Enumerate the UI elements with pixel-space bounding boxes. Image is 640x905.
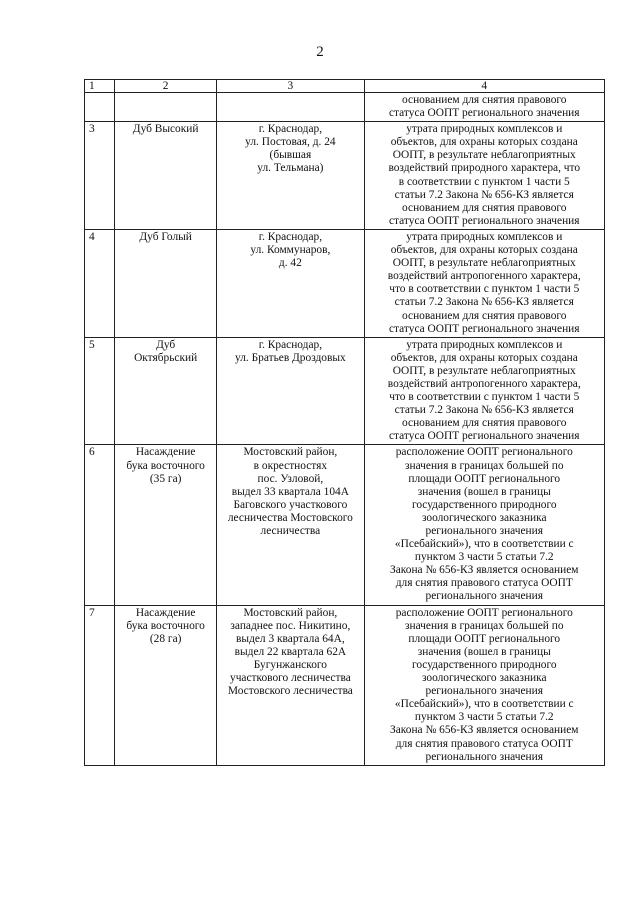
reason-line: значения в границах большей по [404, 459, 564, 472]
reason-line: площади ООПТ регионального [408, 472, 561, 485]
object-name-line: Октябрьский [134, 351, 198, 364]
object-name-cell [115, 229, 217, 337]
object-name-cell [115, 122, 217, 230]
reason-line: пунктом 3 части 5 статьи 7.2 [414, 711, 554, 724]
table-row [85, 122, 605, 230]
location-line: г. Краснодар, [258, 123, 323, 136]
reason-line: регионального значения [425, 685, 543, 698]
reason-line: Закона № 656-КЗ является основанием [390, 724, 579, 737]
reason-line: значения (вошел в границы [417, 645, 551, 658]
column-header-3: 3 [217, 80, 364, 93]
document-table [84, 79, 605, 766]
reason-line: ООПТ, в результате неблагоприятных [392, 257, 576, 270]
reason-line: расположение ООПТ регионального [395, 606, 573, 619]
reason-line: основанием для снятия правового [402, 417, 567, 430]
table-row [85, 337, 605, 445]
object-name-line: Дуб Голый [139, 230, 192, 243]
object-name-cell [115, 605, 217, 765]
location-line: (бывшая [269, 149, 312, 162]
reason-line: для снятия правового статуса ООПТ [395, 577, 573, 590]
location-cell [217, 93, 364, 122]
table-row [85, 445, 605, 605]
location-cell [217, 122, 364, 230]
reason-cell [364, 337, 604, 445]
reason-line: что в соответствии с пунктом 1 части 5 [389, 391, 580, 404]
row-number-cell: 3 [85, 122, 115, 230]
location-line: выдел 33 квартала 104А [231, 485, 349, 498]
reason-line: статуса ООПТ регионального значения [389, 322, 580, 335]
reason-line: утрата природных комплексов и [406, 338, 563, 351]
reason-line: основанием для снятия правового [402, 94, 567, 106]
object-name-line: Насаждение [135, 446, 196, 459]
object-name-cell [115, 93, 217, 122]
row-number-cell: 5 [85, 337, 115, 445]
reason-line: зоологического заказника [421, 511, 547, 524]
object-name-cell [115, 337, 217, 445]
location-line: Мостовский район, [243, 446, 338, 459]
reason-line: «Псебайский»), что в соответствии с [394, 538, 574, 551]
location-line: Баговского участкового [233, 498, 348, 511]
reason-line: расположение ООПТ регионального [395, 446, 573, 459]
reason-line: утрата природных комплексов и [406, 230, 563, 243]
reason-line: воздействий антропогенного характера, [387, 377, 581, 390]
column-header-1: 1 [85, 80, 115, 93]
reason-cell [364, 605, 604, 765]
reason-line: объектов, для охраны которых создана [390, 244, 578, 257]
object-name-line: бука восточного [126, 619, 205, 632]
reason-line: ООПТ, в результате неблагоприятных [392, 364, 576, 377]
object-name-line: Насаждение [135, 606, 196, 619]
reason-line: статуса ООПТ регионального значения [389, 214, 580, 227]
location-line: д. 42 [278, 257, 302, 270]
location-line: участкового лесничества [230, 672, 351, 685]
location-cell [217, 337, 364, 445]
reason-line: для снятия правового статуса ООПТ [395, 737, 573, 750]
table-row [85, 229, 605, 337]
reason-line: Закона № 656-КЗ является основанием [390, 564, 579, 577]
location-line: выдел 22 квартала 62А [234, 645, 347, 658]
row-number-cell: 7 [85, 605, 115, 765]
reason-line: воздействий антропогенного характера, [387, 270, 581, 283]
location-line: Мостовский район, [243, 606, 338, 619]
header-row [85, 80, 605, 93]
reason-line: объектов, для охраны которых создана [390, 351, 578, 364]
location-line: в окрестностях [253, 459, 328, 472]
reason-line: статуса ООПТ регионального значения [389, 430, 580, 443]
object-name-line: Дуб Высокий [132, 123, 199, 136]
location-line: выдел 3 квартала 64А, [236, 632, 345, 645]
row-number-cell [85, 93, 115, 122]
reason-line: государственного природного [411, 658, 557, 671]
reason-line: «Псебайский»), что в соответствии с [394, 698, 574, 711]
reason-cell [364, 229, 604, 337]
reason-line: объектов, для охраны которых создана [390, 136, 578, 149]
reason-line: утрата природных комплексов и [406, 123, 563, 136]
location-line: лесничества [260, 525, 321, 537]
reason-cell [364, 93, 604, 122]
reason-cell [364, 122, 604, 230]
reason-line: что в соответствии с пунктом 1 части 5 [389, 283, 580, 296]
reason-cell [364, 445, 604, 605]
object-name-cell [115, 445, 217, 605]
table-row [85, 93, 605, 122]
location-line: ул. Постовая, д. 24 [245, 136, 336, 149]
reason-line: ООПТ, в результате неблагоприятных [392, 149, 576, 162]
reason-line: пунктом 3 части 5 статьи 7.2 [414, 551, 554, 564]
location-line: Мостовского лесничества [227, 685, 353, 698]
location-line: западнее пос. Никитино, [230, 619, 351, 632]
reason-line: регионального значения [425, 590, 543, 603]
location-cell [217, 605, 364, 765]
table-row [85, 605, 605, 765]
table-body [85, 93, 605, 766]
reason-line: статьи 7.2 Закона № 656-КЗ является [394, 296, 574, 309]
object-name-line: бука восточного [126, 459, 205, 472]
reason-line: воздействий природного характера, что [388, 162, 581, 175]
object-name-line: (35 га) [149, 472, 182, 485]
page-number: 2 [316, 44, 324, 60]
reason-line: статуса ООПТ регионального значения [389, 107, 580, 120]
location-line: Бугунжанского [253, 658, 327, 671]
location-line: пос. Узловой, [257, 472, 324, 485]
row-number-cell: 4 [85, 229, 115, 337]
column-header-2: 2 [115, 80, 217, 93]
location-line: ул. Братьев Дроздовых [235, 351, 346, 364]
reason-line: статьи 7.2 Закона № 656-КЗ является [394, 188, 574, 201]
reason-line: регионального значения [425, 525, 543, 537]
row-number-cell: 6 [85, 445, 115, 605]
reason-line: регионального значения [425, 750, 543, 763]
object-name-line: (28 га) [149, 632, 182, 645]
column-header-4: 4 [364, 80, 604, 93]
reason-line: основанием для снятия правового [402, 309, 567, 322]
reason-line: статьи 7.2 Закона № 656-КЗ является [394, 404, 574, 417]
reason-line: площади ООПТ регионального [408, 632, 561, 645]
reason-line: основанием для снятия правового [402, 201, 567, 214]
location-cell [217, 445, 364, 605]
reason-line: в соответствии с пунктом 1 части 5 [398, 175, 570, 188]
location-line: г. Краснодар, [258, 338, 323, 351]
location-line: ул. Тельмана) [257, 162, 324, 175]
location-cell [217, 229, 364, 337]
reason-line: государственного природного [411, 498, 557, 511]
object-name-line: Дуб [156, 338, 176, 351]
location-line: ул. Коммунаров, [250, 244, 331, 257]
location-line: г. Краснодар, [258, 230, 323, 243]
reason-line: значения (вошел в границы [417, 485, 551, 498]
reason-line: значения в границах большей по [404, 619, 564, 632]
location-line: лесничества Мостовского [227, 511, 353, 524]
reason-line: зоологического заказника [421, 672, 547, 685]
